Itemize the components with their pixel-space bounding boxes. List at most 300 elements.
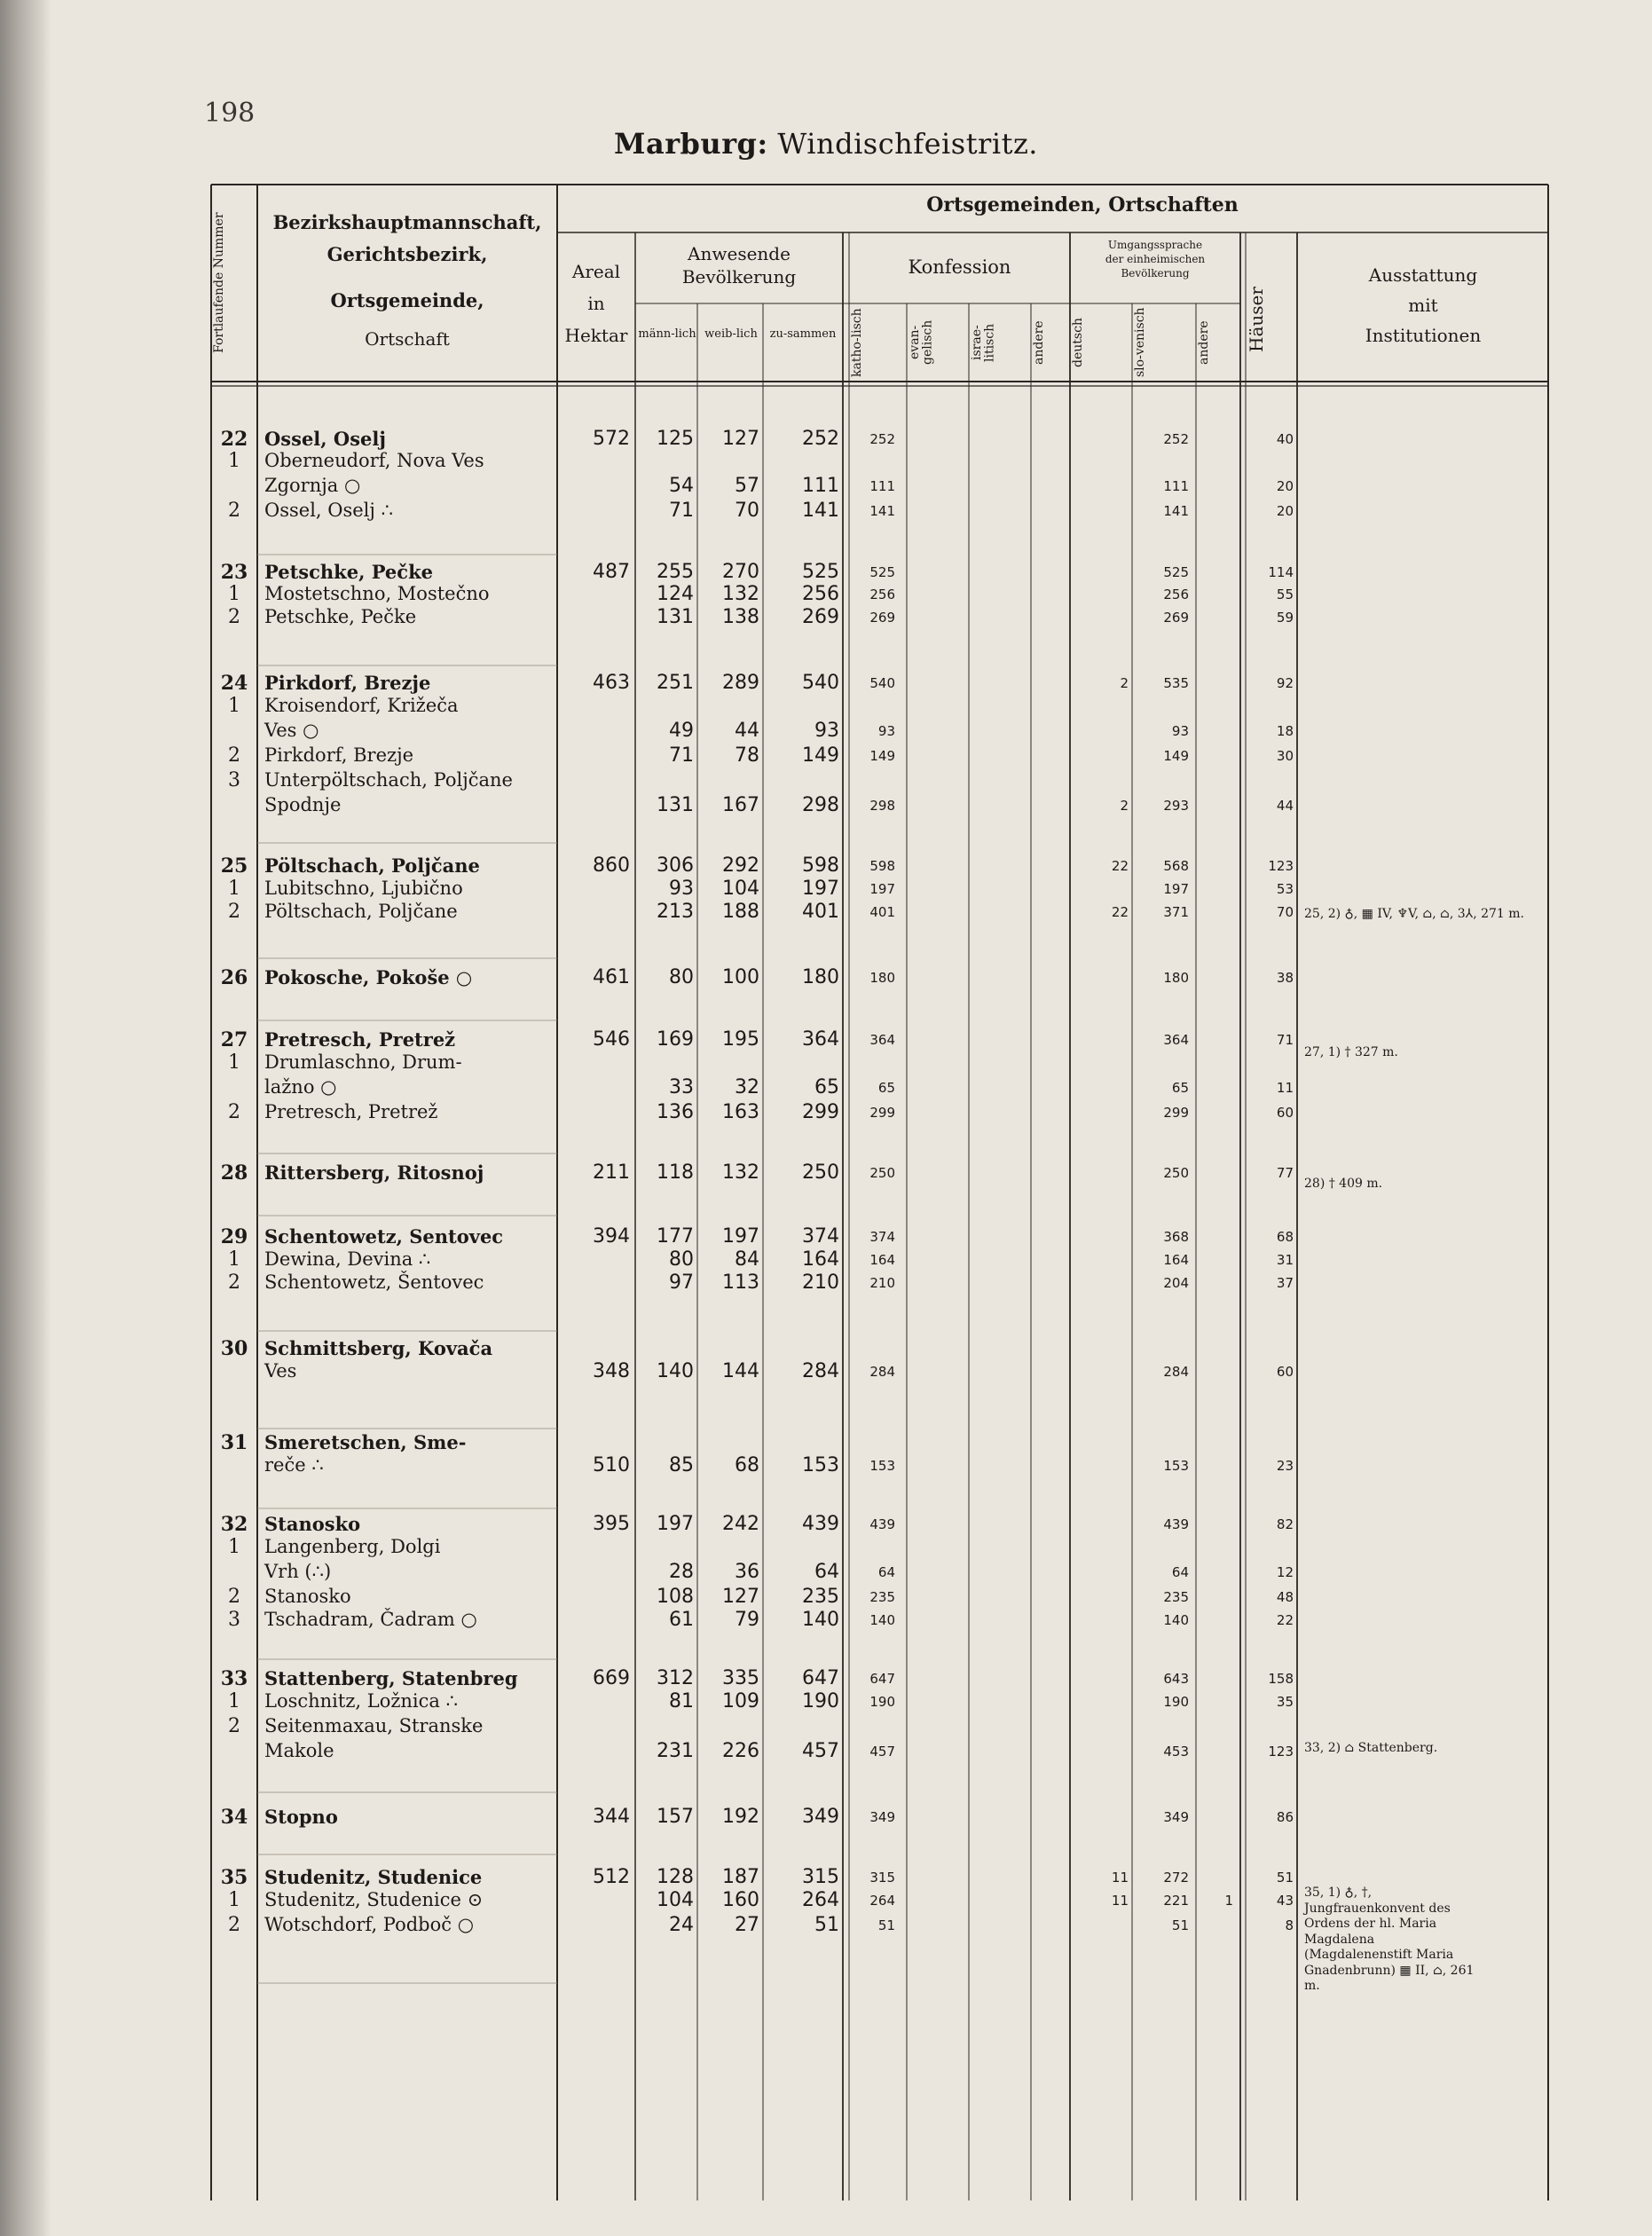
row-6-w: 138 bbox=[722, 606, 759, 628]
row-39-dt: 11 bbox=[1111, 1870, 1129, 1886]
row-3-slo: 141 bbox=[1163, 503, 1189, 519]
row-16-slo: 180 bbox=[1163, 970, 1189, 986]
row-17-name: Pretresch, Pretrež bbox=[264, 1028, 456, 1051]
row-16-name: Pokosche, Pokoše ○ bbox=[264, 966, 473, 988]
row-15-slo: 371 bbox=[1163, 904, 1189, 920]
row-4-slo: 525 bbox=[1163, 564, 1189, 580]
row-21-idx: 28 bbox=[220, 1161, 248, 1185]
row-0-idx: 22 bbox=[220, 428, 248, 451]
row-35-slo: 190 bbox=[1163, 1694, 1189, 1710]
row-20-kath: 299 bbox=[869, 1105, 895, 1121]
row-39-name: Studenitz, Studenice bbox=[264, 1866, 483, 1888]
row-23-w: 84 bbox=[735, 1248, 759, 1271]
row-9-h: 18 bbox=[1276, 723, 1294, 739]
header-bezirk-1: Bezirkshauptmannschaft, bbox=[272, 211, 542, 233]
row-2-m: 54 bbox=[669, 475, 694, 497]
row-22-areal: 394 bbox=[593, 1225, 630, 1248]
row-24-m: 97 bbox=[669, 1272, 694, 1294]
row-37-slo: 453 bbox=[1163, 1744, 1189, 1760]
row-41-idx: 2 bbox=[228, 1914, 240, 1936]
row-41-m: 24 bbox=[669, 1914, 694, 1936]
row-11-idx: 3 bbox=[228, 769, 240, 791]
header-bezirk-4: Ortschaft bbox=[365, 328, 450, 350]
row-22-z: 374 bbox=[802, 1225, 839, 1248]
row-9-slo: 93 bbox=[1171, 723, 1189, 739]
row-23-idx: 1 bbox=[228, 1248, 240, 1271]
row-33-slo: 140 bbox=[1163, 1612, 1189, 1628]
row-12-kath: 298 bbox=[869, 798, 895, 814]
row-32-kath: 235 bbox=[869, 1589, 895, 1605]
row-20-idx: 2 bbox=[228, 1101, 240, 1123]
row-9-name: Ves ○ bbox=[264, 720, 319, 741]
row-26-areal: 348 bbox=[593, 1360, 630, 1382]
row-24-h: 37 bbox=[1276, 1275, 1294, 1291]
row-18-name: Drumlaschno, Drum- bbox=[264, 1051, 462, 1073]
row-0-m: 125 bbox=[657, 428, 694, 450]
row-39-areal: 512 bbox=[593, 1866, 630, 1888]
row-7-h: 92 bbox=[1276, 675, 1294, 691]
header-ausstattung-1: Ausstattung bbox=[1368, 264, 1478, 286]
row-13-name: Pöltschach, Poljčane bbox=[264, 854, 480, 877]
row-17-kath: 364 bbox=[869, 1032, 895, 1048]
header-maennlich: männ-lich bbox=[638, 327, 696, 341]
row-7-idx: 24 bbox=[220, 672, 248, 695]
header-deutsch: deutsch bbox=[1071, 318, 1085, 367]
row-34-slo: 643 bbox=[1163, 1671, 1189, 1687]
row-35-kath: 190 bbox=[869, 1694, 895, 1710]
page-title-subdistrict: Windischfeistritz. bbox=[767, 127, 1038, 161]
header-andere-sprache: andere bbox=[1197, 320, 1211, 365]
row-2-slo: 111 bbox=[1163, 478, 1189, 494]
row-22-name: Schentowetz, Sentovec bbox=[264, 1225, 504, 1248]
remark-28: 28) † 409 m. bbox=[1304, 1177, 1383, 1191]
header-ausstattung-2: mit bbox=[1408, 295, 1438, 316]
header-weiblich: weib-lich bbox=[704, 327, 758, 341]
row-15-dt: 22 bbox=[1111, 904, 1129, 920]
row-17-idx: 27 bbox=[220, 1028, 248, 1051]
row-20-h: 60 bbox=[1276, 1105, 1294, 1121]
row-19-h: 11 bbox=[1276, 1080, 1294, 1096]
row-8-idx: 1 bbox=[228, 695, 240, 717]
row-12-dt: 2 bbox=[1120, 798, 1129, 814]
row-7-kath: 540 bbox=[869, 675, 895, 691]
row-21-kath: 250 bbox=[869, 1165, 895, 1181]
row-30-idx: 1 bbox=[228, 1536, 240, 1558]
row-37-w: 226 bbox=[722, 1740, 759, 1762]
header-israelitisch: israe-litisch bbox=[970, 323, 997, 362]
row-28-kath: 153 bbox=[869, 1458, 895, 1474]
row-40-m: 104 bbox=[657, 1889, 694, 1911]
row-28-m: 85 bbox=[669, 1454, 694, 1476]
row-7-z: 540 bbox=[802, 672, 839, 694]
row-2-z: 111 bbox=[802, 475, 839, 497]
row-0-z: 252 bbox=[802, 428, 839, 450]
row-13-h: 123 bbox=[1268, 858, 1294, 874]
row-0-slo: 252 bbox=[1163, 431, 1189, 447]
row-32-w: 127 bbox=[722, 1586, 759, 1608]
row-29-h: 82 bbox=[1276, 1516, 1294, 1532]
row-38-z: 349 bbox=[802, 1806, 839, 1828]
row-7-m: 251 bbox=[657, 672, 694, 694]
row-3-w: 70 bbox=[735, 500, 759, 522]
row-0-h: 40 bbox=[1276, 431, 1294, 447]
row-14-slo: 197 bbox=[1163, 881, 1189, 897]
row-34-idx: 33 bbox=[220, 1667, 248, 1690]
row-31-name: Vrh (∴) bbox=[264, 1561, 332, 1582]
row-16-m: 80 bbox=[669, 966, 694, 988]
row-40-z: 264 bbox=[802, 1889, 839, 1911]
row-19-w: 32 bbox=[735, 1076, 759, 1098]
row-41-slo: 51 bbox=[1171, 1917, 1189, 1933]
row-10-idx: 2 bbox=[228, 744, 240, 767]
row-32-idx: 2 bbox=[228, 1586, 240, 1608]
row-9-w: 44 bbox=[735, 720, 759, 742]
header-anwesende-1: Anwesende bbox=[688, 243, 791, 264]
remark-27: 27, 1) † 327 m. bbox=[1304, 1045, 1398, 1059]
row-10-m: 71 bbox=[669, 744, 694, 767]
row-9-kath: 93 bbox=[877, 723, 895, 739]
row-19-m: 33 bbox=[669, 1076, 694, 1098]
row-19-kath: 65 bbox=[877, 1080, 895, 1096]
row-16-z: 180 bbox=[802, 966, 839, 988]
row-39-slo: 272 bbox=[1163, 1870, 1189, 1886]
row-16-h: 38 bbox=[1276, 970, 1294, 986]
row-21-name: Rittersberg, Ritosnoj bbox=[264, 1161, 484, 1184]
row-26-m: 140 bbox=[657, 1360, 694, 1382]
page-title-district: Marburg: bbox=[614, 127, 768, 161]
row-16-idx: 26 bbox=[220, 966, 248, 989]
row-20-w: 163 bbox=[722, 1101, 759, 1123]
remark-25: 25, 2) ♁, ▦ IV, ♆V, ⌂, ⌂, 3⅄, 271 m. bbox=[1304, 907, 1524, 921]
row-7-areal: 463 bbox=[593, 672, 630, 694]
header-umgang-3: Bevölkerung bbox=[1121, 267, 1190, 280]
row-21-z: 250 bbox=[802, 1161, 839, 1184]
row-27-name: Smeretschen, Sme- bbox=[264, 1431, 467, 1453]
header-haeuser: Häuser bbox=[1246, 287, 1267, 352]
row-0-w: 127 bbox=[722, 428, 759, 450]
header-slovenisch: slo-venisch bbox=[1133, 307, 1147, 378]
row-10-slo: 149 bbox=[1163, 748, 1189, 764]
row-27-idx: 31 bbox=[220, 1431, 248, 1454]
row-38-slo: 349 bbox=[1163, 1809, 1189, 1825]
row-31-h: 12 bbox=[1276, 1564, 1294, 1580]
row-4-z: 525 bbox=[802, 561, 839, 583]
row-16-kath: 180 bbox=[869, 970, 895, 986]
row-26-kath: 284 bbox=[869, 1364, 895, 1380]
row-35-z: 190 bbox=[802, 1690, 839, 1712]
row-33-m: 61 bbox=[669, 1609, 694, 1631]
row-28-name: reče ∴ bbox=[264, 1454, 324, 1476]
row-40-w: 160 bbox=[722, 1889, 759, 1911]
row-29-m: 197 bbox=[657, 1513, 694, 1535]
row-32-slo: 235 bbox=[1163, 1589, 1189, 1605]
row-13-slo: 568 bbox=[1163, 858, 1189, 874]
row-2-w: 57 bbox=[735, 475, 759, 497]
row-34-h: 158 bbox=[1268, 1671, 1294, 1687]
row-38-idx: 34 bbox=[220, 1806, 248, 1829]
row-40-idx: 1 bbox=[228, 1889, 240, 1911]
row-29-w: 242 bbox=[722, 1513, 759, 1535]
row-3-z: 141 bbox=[802, 500, 839, 522]
row-34-kath: 647 bbox=[869, 1671, 895, 1687]
row-1-idx: 1 bbox=[228, 450, 240, 472]
row-21-h: 77 bbox=[1276, 1165, 1294, 1181]
row-34-z: 647 bbox=[802, 1667, 839, 1689]
row-17-h: 71 bbox=[1276, 1032, 1294, 1048]
row-12-h: 44 bbox=[1276, 798, 1294, 814]
row-35-idx: 1 bbox=[228, 1690, 240, 1712]
row-22-h: 68 bbox=[1276, 1229, 1294, 1245]
row-5-h: 55 bbox=[1276, 587, 1294, 602]
header-umgang-2: der einheimischen bbox=[1105, 253, 1206, 265]
header-konfession: Konfession bbox=[908, 256, 1011, 278]
row-13-m: 306 bbox=[657, 854, 694, 877]
row-16-w: 100 bbox=[722, 966, 759, 988]
row-37-z: 457 bbox=[802, 1740, 839, 1762]
row-3-h: 20 bbox=[1276, 503, 1294, 519]
row-6-slo: 269 bbox=[1163, 610, 1189, 626]
row-13-idx: 25 bbox=[220, 854, 248, 878]
row-7-slo: 535 bbox=[1163, 675, 1189, 691]
row-10-w: 78 bbox=[735, 744, 759, 767]
header-bezirk-2: Gerichtsbezirk, bbox=[326, 243, 488, 265]
row-14-w: 104 bbox=[722, 878, 759, 900]
row-18-idx: 1 bbox=[228, 1051, 240, 1074]
row-0-name: Ossel, Oselj bbox=[264, 428, 386, 450]
row-23-name: Dewina, Devina ∴ bbox=[264, 1248, 431, 1270]
page-number: 198 bbox=[204, 98, 256, 129]
row-14-z: 197 bbox=[802, 878, 839, 900]
row-37-kath: 457 bbox=[869, 1744, 895, 1760]
row-40-slo: 221 bbox=[1163, 1893, 1189, 1909]
row-7-w: 289 bbox=[722, 672, 759, 694]
row-26-w: 144 bbox=[722, 1360, 759, 1382]
row-37-h: 123 bbox=[1268, 1744, 1294, 1760]
row-40-name: Studenitz, Studenice ⊙ bbox=[264, 1889, 484, 1910]
row-40-h: 43 bbox=[1276, 1893, 1294, 1909]
row-22-m: 177 bbox=[657, 1225, 694, 1248]
row-39-h: 51 bbox=[1276, 1870, 1294, 1886]
row-35-m: 81 bbox=[669, 1690, 694, 1712]
row-26-slo: 284 bbox=[1163, 1364, 1189, 1380]
row-4-w: 270 bbox=[722, 561, 759, 583]
row-22-idx: 29 bbox=[220, 1225, 248, 1248]
row-3-kath: 141 bbox=[869, 503, 895, 519]
row-41-z: 51 bbox=[814, 1914, 839, 1936]
row-3-idx: 2 bbox=[228, 500, 240, 522]
row-26-h: 60 bbox=[1276, 1364, 1294, 1380]
row-22-kath: 374 bbox=[869, 1229, 895, 1245]
row-2-name: Zgornja ○ bbox=[264, 475, 361, 496]
row-41-name: Wotschdorf, Podboč ○ bbox=[264, 1914, 475, 1935]
row-38-name: Stopno bbox=[264, 1806, 338, 1828]
row-24-w: 113 bbox=[722, 1272, 759, 1294]
row-0-areal: 572 bbox=[593, 428, 630, 450]
row-9-m: 49 bbox=[669, 720, 694, 742]
row-10-z: 149 bbox=[802, 744, 839, 767]
header-umgang-1: Umgangssprache bbox=[1107, 239, 1203, 251]
row-31-kath: 64 bbox=[877, 1564, 895, 1580]
row-15-m: 213 bbox=[657, 901, 694, 923]
row-12-w: 167 bbox=[722, 794, 759, 816]
row-23-kath: 164 bbox=[869, 1252, 895, 1268]
row-13-kath: 598 bbox=[869, 858, 895, 874]
row-39-w: 187 bbox=[722, 1866, 759, 1888]
row-13-z: 598 bbox=[802, 854, 839, 877]
row-34-name: Stattenberg, Statenbreg bbox=[264, 1667, 518, 1689]
row-30-name: Langenberg, Dolgi bbox=[264, 1536, 441, 1557]
row-38-areal: 344 bbox=[593, 1806, 630, 1828]
header-evangelisch: evan-gelisch bbox=[908, 319, 935, 366]
row-35-name: Loschnitz, Ložnica ∴ bbox=[264, 1690, 458, 1712]
row-4-idx: 23 bbox=[220, 561, 248, 584]
row-16-areal: 461 bbox=[593, 966, 630, 988]
row-14-m: 93 bbox=[669, 878, 694, 900]
row-33-kath: 140 bbox=[869, 1612, 895, 1628]
row-2-h: 20 bbox=[1276, 478, 1294, 494]
row-24-slo: 204 bbox=[1163, 1275, 1189, 1291]
row-10-kath: 149 bbox=[869, 748, 895, 764]
row-33-z: 140 bbox=[802, 1609, 839, 1631]
row-12-name: Spodnje bbox=[264, 794, 342, 815]
header-zusammen: zu-sammen bbox=[769, 327, 837, 341]
row-24-idx: 2 bbox=[228, 1272, 240, 1294]
row-6-m: 131 bbox=[657, 606, 694, 628]
row-0-kath: 252 bbox=[869, 431, 895, 447]
row-4-h: 114 bbox=[1268, 564, 1294, 580]
row-32-name: Stanosko bbox=[264, 1586, 351, 1607]
row-8-name: Kroisendorf, Križeča bbox=[264, 695, 459, 716]
row-15-h: 70 bbox=[1276, 904, 1294, 920]
row-2-kath: 111 bbox=[869, 478, 895, 494]
row-11-name: Unterpöltschach, Poljčane bbox=[264, 769, 513, 791]
row-4-kath: 525 bbox=[869, 564, 895, 580]
row-17-areal: 546 bbox=[593, 1028, 630, 1051]
row-21-m: 118 bbox=[657, 1161, 694, 1184]
row-41-kath: 51 bbox=[877, 1917, 895, 1933]
row-28-z: 153 bbox=[802, 1454, 839, 1476]
row-5-m: 124 bbox=[657, 583, 694, 605]
row-6-kath: 269 bbox=[869, 610, 895, 626]
row-32-m: 108 bbox=[657, 1586, 694, 1608]
row-38-h: 86 bbox=[1276, 1809, 1294, 1825]
row-25-idx: 30 bbox=[220, 1337, 248, 1360]
row-6-z: 269 bbox=[802, 606, 839, 628]
row-5-w: 132 bbox=[722, 583, 759, 605]
row-24-name: Schentowetz, Šentovec bbox=[264, 1272, 484, 1293]
row-32-z: 235 bbox=[802, 1586, 839, 1608]
row-23-m: 80 bbox=[669, 1248, 694, 1271]
row-5-kath: 256 bbox=[869, 587, 895, 602]
header-anwesende-2: Bevölkerung bbox=[681, 266, 797, 287]
row-20-slo: 299 bbox=[1163, 1105, 1189, 1121]
row-33-h: 22 bbox=[1276, 1612, 1294, 1628]
header-areal-1: Areal bbox=[571, 261, 621, 282]
row-23-h: 31 bbox=[1276, 1252, 1294, 1268]
row-35-h: 35 bbox=[1276, 1694, 1294, 1710]
row-31-w: 36 bbox=[735, 1561, 759, 1583]
row-28-slo: 153 bbox=[1163, 1458, 1189, 1474]
row-17-m: 169 bbox=[657, 1028, 694, 1051]
row-24-kath: 210 bbox=[869, 1275, 895, 1291]
row-26-z: 284 bbox=[802, 1360, 839, 1382]
row-37-name: Makole bbox=[264, 1740, 334, 1761]
row-29-kath: 439 bbox=[869, 1516, 895, 1532]
header-ortsgemeinden: Ortsgemeinden, Ortschaften bbox=[926, 193, 1239, 217]
row-12-z: 298 bbox=[802, 794, 839, 816]
row-21-slo: 250 bbox=[1163, 1165, 1189, 1181]
row-14-name: Lubitschno, Ljubično bbox=[264, 878, 463, 899]
row-41-w: 27 bbox=[735, 1914, 759, 1936]
row-14-kath: 197 bbox=[869, 881, 895, 897]
row-21-areal: 211 bbox=[593, 1161, 630, 1184]
row-12-m: 131 bbox=[657, 794, 694, 816]
row-14-h: 53 bbox=[1276, 881, 1294, 897]
row-31-slo: 64 bbox=[1171, 1564, 1189, 1580]
row-6-name: Petschke, Pečke bbox=[264, 606, 417, 627]
header-andere-konfession: andere bbox=[1032, 320, 1046, 365]
row-21-w: 132 bbox=[722, 1161, 759, 1184]
header-katholisch: katho-lisch bbox=[850, 308, 864, 377]
row-39-idx: 35 bbox=[220, 1866, 248, 1889]
row-38-w: 192 bbox=[722, 1806, 759, 1828]
row-28-h: 23 bbox=[1276, 1458, 1294, 1474]
row-22-w: 197 bbox=[722, 1225, 759, 1248]
header-lfd-nummer: Fortlaufende Nummer bbox=[212, 212, 226, 354]
row-5-z: 256 bbox=[802, 583, 839, 605]
row-28-w: 68 bbox=[735, 1454, 759, 1476]
row-4-name: Petschke, Pečke bbox=[264, 561, 433, 583]
row-20-m: 136 bbox=[657, 1101, 694, 1123]
row-28-areal: 510 bbox=[593, 1454, 630, 1476]
row-38-m: 157 bbox=[657, 1806, 694, 1828]
row-36-name: Seitenmaxau, Stranske bbox=[264, 1715, 484, 1736]
row-29-idx: 32 bbox=[220, 1513, 248, 1536]
row-40-and: 1 bbox=[1224, 1893, 1233, 1909]
row-6-idx: 2 bbox=[228, 606, 240, 628]
row-35-w: 109 bbox=[722, 1690, 759, 1712]
row-13-dt: 22 bbox=[1111, 858, 1129, 874]
row-31-m: 28 bbox=[669, 1561, 694, 1583]
row-5-name: Mostetschno, Mostečno bbox=[264, 583, 490, 604]
row-12-slo: 293 bbox=[1163, 798, 1189, 814]
row-4-m: 255 bbox=[657, 561, 694, 583]
row-17-z: 364 bbox=[802, 1028, 839, 1051]
header-ausstattung-3: Institutionen bbox=[1365, 325, 1482, 346]
row-14-idx: 1 bbox=[228, 878, 240, 900]
remark-33: 33, 2) ⌂ Stattenberg. bbox=[1304, 1741, 1438, 1755]
row-29-areal: 395 bbox=[593, 1513, 630, 1535]
row-9-z: 93 bbox=[814, 720, 839, 742]
row-13-areal: 860 bbox=[593, 854, 630, 877]
row-15-name: Pöltschach, Poljčane bbox=[264, 901, 458, 922]
row-23-z: 164 bbox=[802, 1248, 839, 1271]
row-3-m: 71 bbox=[669, 500, 694, 522]
row-20-z: 299 bbox=[802, 1101, 839, 1123]
row-5-idx: 1 bbox=[228, 583, 240, 605]
row-15-z: 401 bbox=[802, 901, 839, 923]
row-15-idx: 2 bbox=[228, 901, 240, 923]
row-37-m: 231 bbox=[657, 1740, 694, 1762]
row-36-idx: 2 bbox=[228, 1715, 240, 1737]
row-39-z: 315 bbox=[802, 1866, 839, 1888]
row-23-slo: 164 bbox=[1163, 1252, 1189, 1268]
row-39-kath: 315 bbox=[869, 1870, 895, 1886]
row-41-h: 8 bbox=[1285, 1917, 1294, 1933]
header-areal-2: in bbox=[587, 293, 605, 314]
row-19-name: lažno ○ bbox=[264, 1076, 337, 1098]
row-17-slo: 364 bbox=[1163, 1032, 1189, 1048]
